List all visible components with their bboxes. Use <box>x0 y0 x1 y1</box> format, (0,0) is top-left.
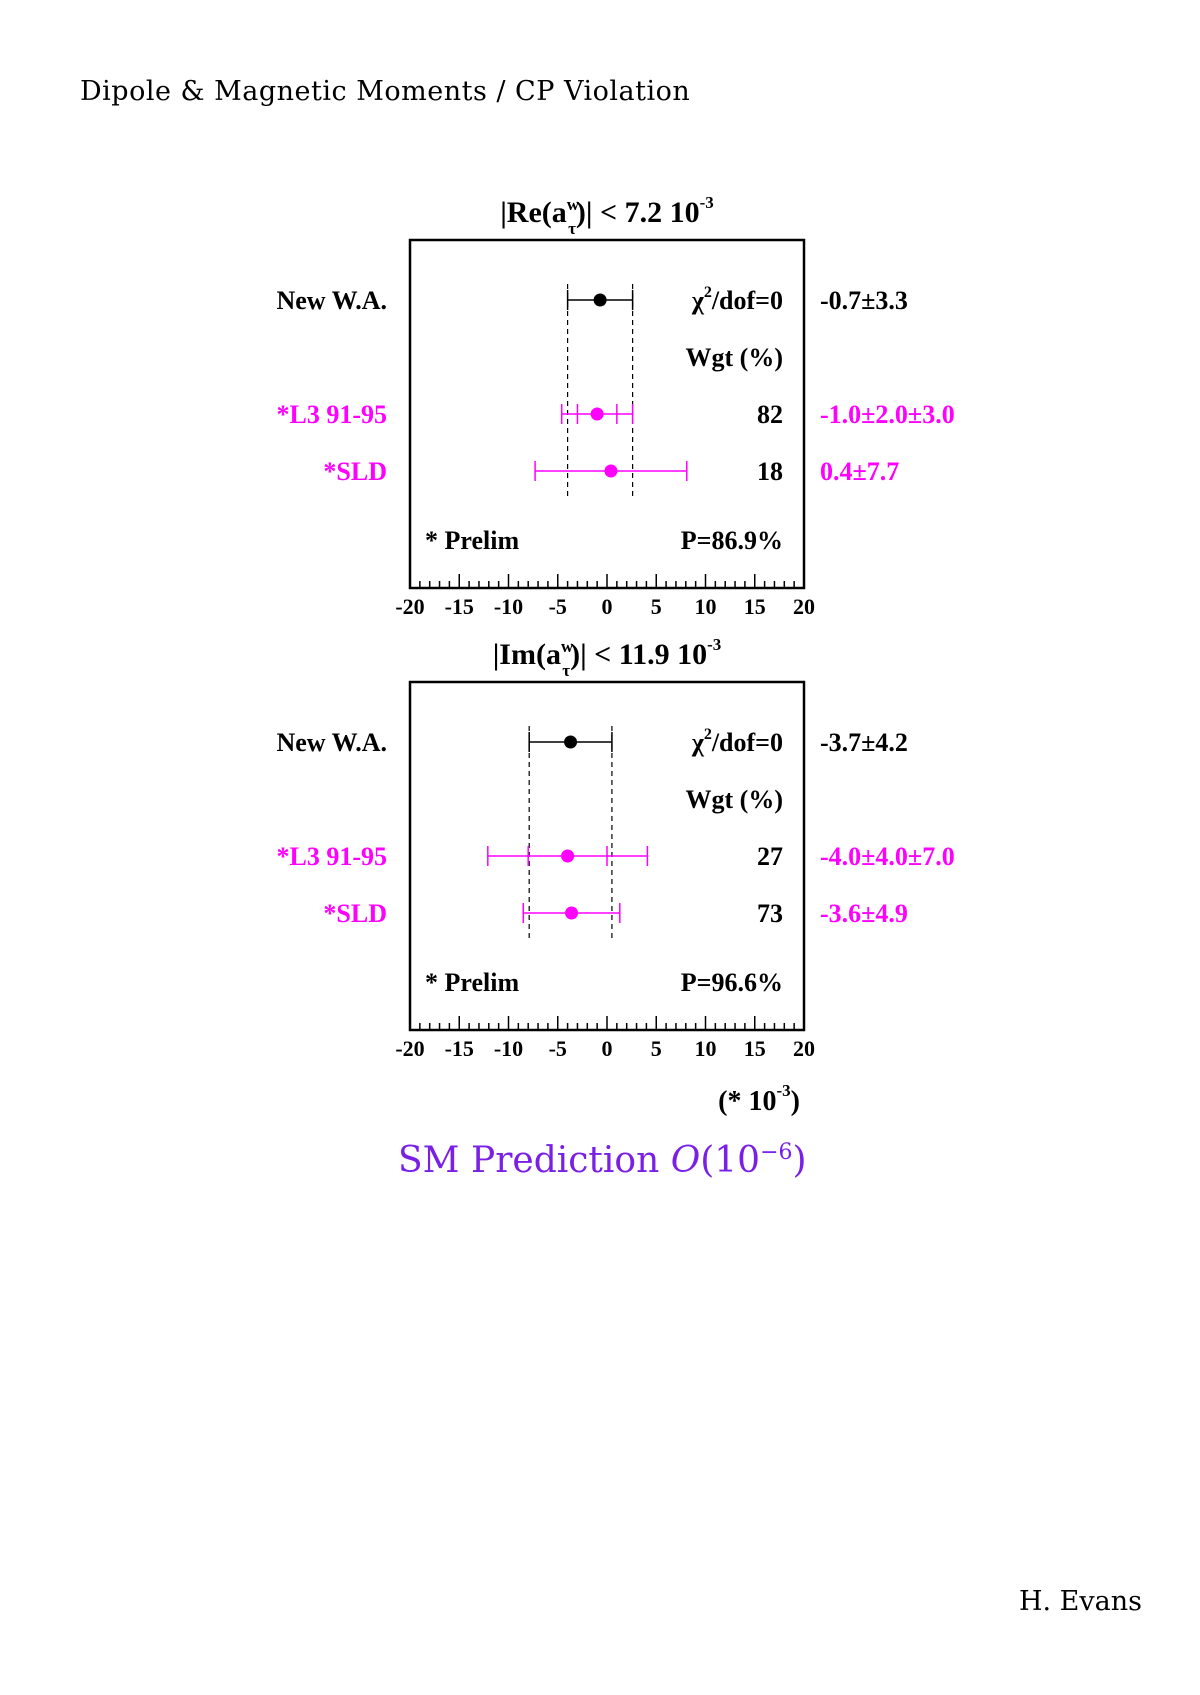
row-label: *L3 91-95 <box>276 842 387 871</box>
x-tick-label: 0 <box>601 594 613 619</box>
x-tick-label: -10 <box>493 1036 524 1061</box>
chi2-exponent: 2 <box>703 726 712 743</box>
title-prefix: |Re(a <box>500 196 567 229</box>
title-suffix: )| < 11.9 10 <box>570 638 708 671</box>
data-point <box>604 465 617 478</box>
title-suffix: )| < 7.2 10 <box>575 196 700 229</box>
title-superscript: w <box>566 195 580 214</box>
data-point <box>594 294 607 307</box>
prelim-note: * Prelim <box>425 526 520 555</box>
row-label: *SLD <box>323 899 387 928</box>
row-value-text: 0.4±7.7 <box>820 457 900 486</box>
row-value-text: -3.6±4.9 <box>820 899 908 928</box>
data-point <box>561 850 574 863</box>
chi2-exponent: 2 <box>703 284 712 301</box>
axis-unit-label <box>718 1081 800 1117</box>
x-tick-label: -15 <box>444 1036 474 1061</box>
prelim-note: * Prelim <box>425 968 520 997</box>
data-point <box>565 907 578 920</box>
title-prefix: |Im(a <box>492 638 561 671</box>
row-label: *L3 91-95 <box>276 400 387 429</box>
sm-prediction-exponent: −6 <box>760 1140 793 1165</box>
probability: P=86.9% <box>680 526 783 555</box>
x-tick-label: 5 <box>650 1036 662 1061</box>
ideogram-panel-2 <box>276 635 954 1061</box>
row-label: New W.A. <box>276 286 387 315</box>
x-tick-label: -20 <box>395 594 425 619</box>
row-weight: 82 <box>757 400 783 429</box>
sm-prediction-prefix: SM Prediction <box>398 1140 671 1181</box>
row-value-text: -4.0±4.0±7.0 <box>820 842 955 871</box>
chi2-dof <box>691 726 783 757</box>
panel-title <box>500 193 714 238</box>
row-value-text: -3.7±4.2 <box>820 728 908 757</box>
title-subscript: τ <box>568 219 576 238</box>
sm-prediction-close: ) <box>792 1140 807 1181</box>
order-symbol: O <box>670 1140 701 1181</box>
title-exponent: -3 <box>707 635 722 654</box>
weight-header: Wgt (%) <box>685 785 783 814</box>
panel-title <box>493 635 722 680</box>
x-tick-label: -20 <box>395 1036 425 1061</box>
x-tick-label: -5 <box>548 1036 567 1061</box>
x-tick-label: 10 <box>694 1036 717 1061</box>
chi2-symbol: χ <box>691 728 704 757</box>
row-weight: 73 <box>757 899 783 928</box>
ideogram-panel-1 <box>276 193 954 619</box>
chi2-rest: /dof=0 <box>711 728 783 757</box>
row-label: New W.A. <box>276 728 387 757</box>
title-subscript: τ <box>562 661 571 680</box>
x-tick-label: 5 <box>650 594 662 619</box>
x-tick-label: -5 <box>548 594 567 619</box>
chi2-dof <box>691 284 783 315</box>
sm-prediction-open: (10 <box>700 1140 761 1181</box>
author-name: H. Evans <box>1018 1586 1142 1617</box>
probability: P=96.6% <box>680 968 783 997</box>
row-label: *SLD <box>323 457 387 486</box>
axis-unit-base: (* 10 <box>718 1086 777 1117</box>
axis-unit-close: ) <box>790 1086 800 1117</box>
title-superscript: w <box>560 637 574 656</box>
data-point <box>564 736 577 749</box>
x-tick-label: -15 <box>444 594 474 619</box>
x-tick-label: -10 <box>493 594 524 619</box>
weight-header: Wgt (%) <box>685 343 783 372</box>
x-tick-label: 15 <box>743 1036 766 1061</box>
sm-prediction-note <box>398 1140 807 1181</box>
row-weight: 18 <box>757 457 783 486</box>
axis-unit-exponent: -3 <box>776 1081 791 1100</box>
x-tick-label: 0 <box>601 1036 613 1061</box>
row-value-text: -1.0±2.0±3.0 <box>820 400 955 429</box>
title-exponent: -3 <box>699 193 714 212</box>
x-tick-label: 10 <box>694 594 717 619</box>
page-header-title: Dipole & Magnetic Moments / CP Violation <box>80 76 691 107</box>
chi2-rest: /dof=0 <box>711 286 783 315</box>
chi2-symbol: χ <box>691 286 704 315</box>
x-tick-label: 20 <box>793 594 815 619</box>
row-value-text: -0.7±3.3 <box>820 286 908 315</box>
data-point <box>591 408 604 421</box>
x-tick-label: 15 <box>743 594 766 619</box>
x-tick-label: 20 <box>793 1036 815 1061</box>
row-weight: 27 <box>757 842 783 871</box>
